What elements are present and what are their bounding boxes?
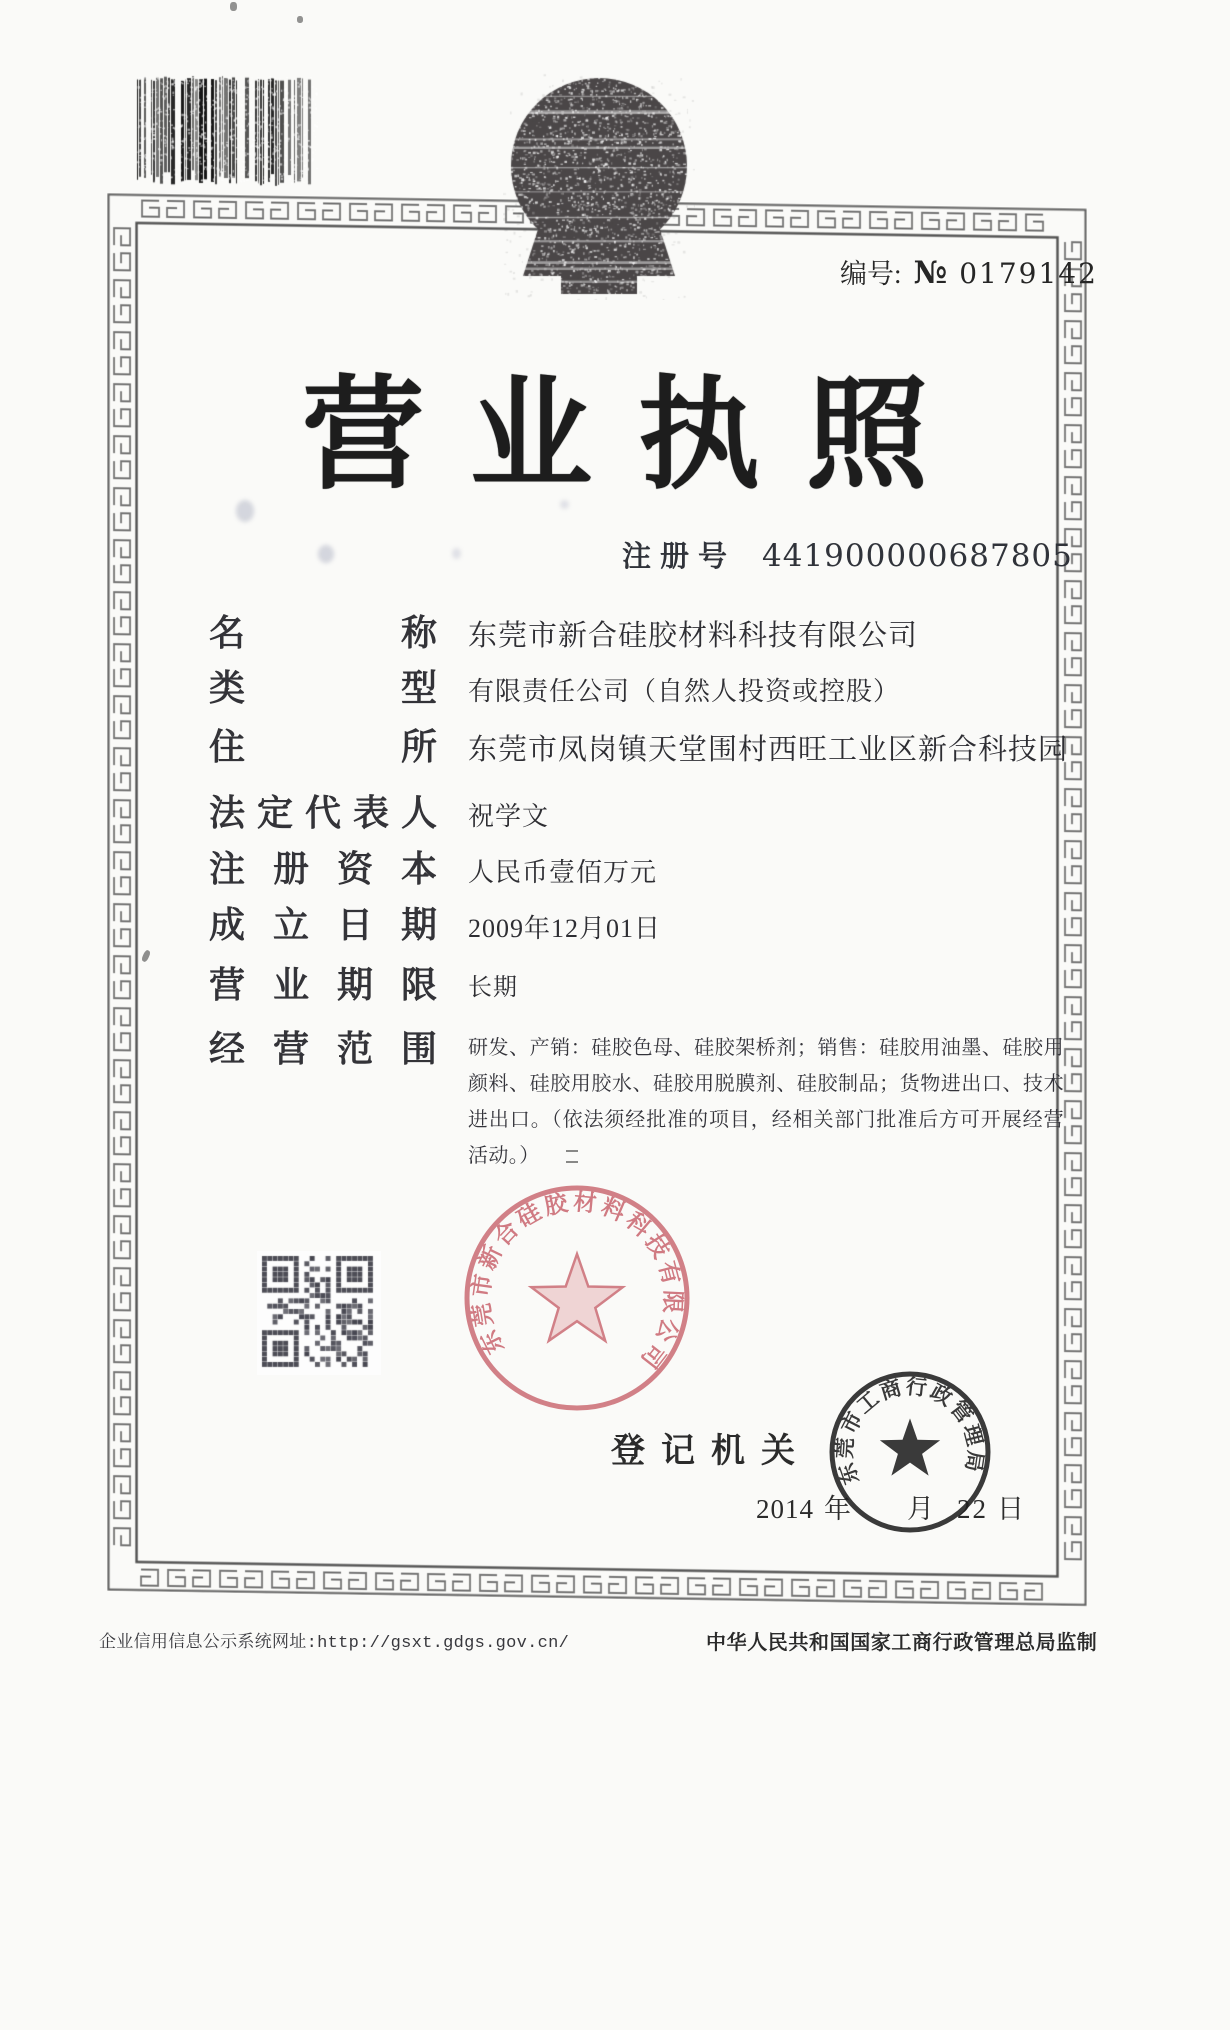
footer-public-info-url: 企业信用信息公示系统网址:http://gsxt.gdgs.gov.cn/	[99, 1634, 570, 1653]
field-value: 人民币壹佰万元	[468, 858, 658, 887]
field-value: 东莞市凤岗镇天堂围村西旺工业区新合科技园	[468, 734, 1069, 766]
scan-smudge	[452, 548, 461, 559]
field-value: 祝学文	[468, 802, 550, 831]
field-row-registered-capital	[0, 851, 1230, 897]
qr-code	[257, 1251, 381, 1375]
scan-smudge	[560, 500, 569, 509]
company-seal	[455, 1178, 699, 1422]
numero-symbol: №	[913, 255, 948, 291]
field-label: 营 业 期 限	[209, 965, 437, 1005]
field-row-business-scope	[0, 1029, 1230, 1167]
scan-smudge	[318, 545, 334, 563]
issue-date-day: 22	[957, 1494, 988, 1524]
field-value: 2009年12月01日	[468, 914, 662, 943]
company-seal-star	[531, 1254, 622, 1341]
field-row-name	[0, 615, 1230, 661]
registrar-seal	[818, 1362, 1002, 1546]
serial-label: 编号:	[840, 259, 902, 289]
field-label: 住 所	[209, 727, 437, 767]
scan-speck	[230, 2, 237, 11]
field-value: 东莞市新合硅胶材料科技有限公司	[468, 620, 919, 652]
field-label: 注 册 资 本	[209, 849, 437, 889]
national-emblem	[503, 72, 695, 300]
field-row-legal-representative	[0, 795, 1230, 841]
issue-date-day-unit: 日	[997, 1494, 1025, 1524]
registrar-seal-text: 东莞市工商行政管理局	[832, 1374, 988, 1488]
registrar-seal-star	[880, 1418, 940, 1475]
scan-artifact-mark	[566, 1150, 578, 1163]
field-value: 有限责任公司（自然人投资或控股）	[468, 677, 901, 706]
field-row-establishment-date	[0, 907, 1230, 953]
registrar-label: 登记机关	[611, 1433, 811, 1470]
company-seal-text: 东莞市新合硅胶材料科技有限公司	[468, 1189, 686, 1375]
field-value: 长期	[468, 975, 518, 1001]
registration-number-value: 441900000687805	[762, 538, 1073, 574]
field-label: 法 定 代 表 人	[209, 793, 437, 833]
field-label: 类 型	[209, 668, 437, 708]
issue-date-month-unit: 月	[907, 1494, 935, 1524]
license-title: 营业执照	[302, 364, 974, 506]
registration-number-line	[622, 534, 1073, 575]
issue-date-year: 2014	[756, 1494, 814, 1524]
field-row-type	[0, 670, 1230, 716]
barcode	[133, 72, 321, 188]
field-value: 研发、产销：硅胶色母、硅胶架桥剂；销售：硅胶用油墨、硅胶用颜料、硅胶用胶水、硅胶用脱膜剂、硅胶制品；货物进出口、技术进出口。（依法须经批准的项目，经相关部门批准后方可开展经营活动。）	[468, 1037, 1064, 1167]
field-label: 经 营 范 围	[209, 1029, 437, 1069]
field-row-address	[0, 729, 1230, 775]
field-label: 名 称	[209, 613, 437, 653]
scan-smudge	[236, 500, 254, 522]
field-label: 成 立 日 期	[209, 905, 437, 945]
field-row-business-term	[0, 967, 1230, 1013]
serial-number-line	[840, 252, 1098, 291]
footer-issuer-note: 中华人民共和国国家工商行政管理总局监制	[706, 1632, 1098, 1654]
serial-number: 0179142	[959, 257, 1098, 290]
scan-speck	[297, 16, 303, 23]
issue-date-year-unit: 年	[824, 1494, 852, 1524]
registration-number-label: 注册号	[622, 541, 737, 573]
